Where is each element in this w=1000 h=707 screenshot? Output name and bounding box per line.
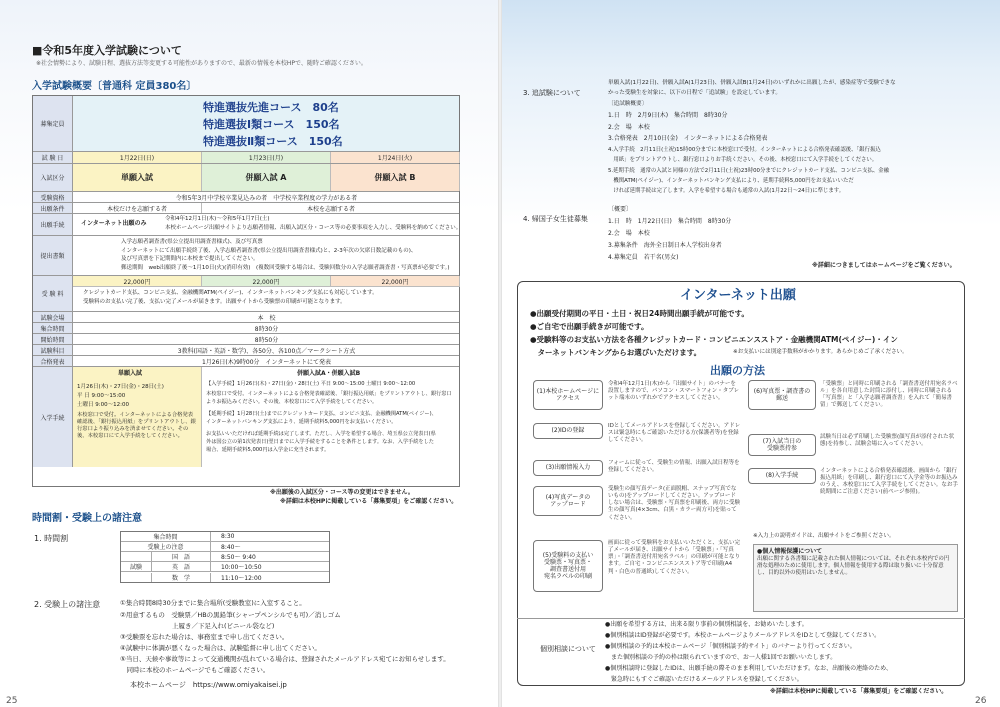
row-fee: 受 験 料 22,000円 22,000円 22,000円 クレジットカード支払、コンビニ支払、金融機関ATM(ペイジー)、インターネットバンキング支払にも対応しています。 受験料のお支払い完了後、支払い完了メールが届きます。出願サイトから受験票の印刷が可能となります。	[33, 276, 459, 312]
exam-summary-table	[32, 95, 460, 487]
timetable-row: 受験上の注意 8:40〜	[121, 542, 329, 552]
consult-line: 緊急時にもすぐご確認いただけるメールアドレスを登録してください。	[605, 676, 803, 683]
step-8-label: (8)入学手続	[748, 468, 816, 484]
step-2-label: (2)IDの登録	[533, 423, 603, 439]
row-exam-type: 入試区分 単願入試 併願入試 A 併願入試 B	[33, 164, 459, 192]
note-item: ②用意するもの 受験票／HBの黒鉛筆(シャープペンシルでも可)／消しゴム	[120, 611, 341, 619]
row-result: 合格発表 1月26日(木)9時00分 インターネットにて発表	[33, 356, 459, 367]
consult-title: 個別相談について	[540, 645, 596, 653]
sec4-note: ※詳細につきましてはホームページをご覧ください。	[812, 262, 956, 269]
step-6-desc: 「受験票」と同時に印刷される「調査書送付用宛名ラベル」を各自用意した封筒に添付し、同時に印刷される「写真票」と「入学志願者調査書」を入れて「簡易書留」で郵送してください。	[820, 381, 958, 409]
row-label: 募集定員	[33, 96, 73, 151]
note-item: 同時に本校のホームページでもご確認ください。	[120, 666, 270, 674]
table-note-1: ※出願後の入試区分・コース等の変更はできません。	[270, 489, 414, 496]
course-2: 特進選抜Ⅰ類コース 150名	[203, 118, 340, 131]
row-gather: 集合時間 8時30分	[33, 323, 459, 334]
fee-3: 22,000円	[331, 276, 460, 287]
row-procedure: 出願手続 インターネット出願のみ 令和4年12月1日(木)〜令和5年1月7日(土) 本校ホームページ出願サイトより志願者情報、出願入試区分・コース等の必要事項を入力し、受験料を納めてください。	[33, 214, 459, 236]
row-eligibility: 受験資格 令和5年3月中学校卒業見込みの者 中学校卒業程度の学力がある者	[33, 192, 459, 203]
exam-date-2: 1月23日(月)	[202, 152, 331, 163]
timetable-row: 数 学 11:10〜12:00	[121, 572, 329, 582]
row-venue: 試験会場 本 校	[33, 312, 459, 323]
step-7-label: (7)入試当日の 受験票持参	[748, 434, 816, 456]
step-5-label: (5)受験料の支払い 受験票・写真票・ 調査書送付用 宛名ラベルの印刷	[533, 540, 603, 592]
notes-label: 2. 受験上の諸注意	[34, 600, 101, 609]
table-note-2: ※詳細は本校HPに掲載している「募集要項」をご確認ください。	[280, 498, 458, 505]
step-4-label: (4)写真データの アップロード	[533, 486, 603, 516]
top-note: ※社会情勢により、試験日程、選抜方法等変更する可能性がありますので、最新の情報を本校HPで、随時ご確認ください。	[36, 60, 367, 67]
note-item: 上履き／下足入れ(ビニール袋など)	[120, 622, 275, 630]
timetable-label: 1. 時間割	[34, 534, 69, 543]
page-heading: ■令和5年度入学試験について	[32, 44, 182, 57]
net-bullet: ●出願受付期間の平日・土日・祝日24時間出願手続が可能です。	[530, 309, 749, 318]
brochure-spread: ■令和5年度入学試験について ※社会情勢により、試験日程、選抜方法等変更する可能性がありますので、最新の情報を本校HPで、随時ご確認ください。 入学試験概要〔普通科 定員380名〕 募集定員 特進選抜先進コース 80名 特進選抜Ⅰ類コース 150名 特進選抜Ⅱ類コース 150名 試 験 日 1月22日(日) 1月23日(月) 1月24日(火) 入試区分 単願入試 併願入試 A 併願入試 B 受験資格 令和5年3月中学校卒業見込みの者 中学校卒業程度の学力がある者 出願条件 本校だけを志願する者 本校を志願する者 出願手続 インターネット出願のみ 令和4年12月1日(木)〜令和5年1月7日(土) 本校ホームページ出願サイトより志願者情報、出願入試区分・コース等の必要事項を入力し、受験料を納めてください。 提出書類 入学志願者調査書(県公立提出用調査書様式)、及び写真票 インターネットにて出願手続終了後、入学志願者調査書(県公立提出用調査書様式)と、2-3年次の欠席日数記載のもの)、 及び写真票を下記期間内に本校まで提出してください。 郵送期間 web出願終了後〜1月10日(火)(消印有効) (複数回受験する場合は、受験回数分の入学志願者調査書・写真票が必要です。) 受 験 料 22,000円 22,000円 22,000円 クレジットカード支払、コンビニ支払、金融機関ATM(ペイジー)、インターネットバンキング支払にも対応しています。 受験料のお支払い完了後、支払い完了メールが届きます。出願サイトから受験票の印刷が可能となります。 試験会場 本 校 集合時間 8時30分 開始時間 8時50分 試験科目 3教科(国語・英語・数学)、各50分、各100点／マークシート方式 合格発表 1月26日(木)9時00分 インターネットにて発表 入学手続 単願入試 1月26日(木)・27日(金)・28日(土) 平 日 9:00〜15:00 土曜日 9:00〜12:00 本校窓口で受付。インターネットによる合格発表確認後、「銀行振込用紙」をプリントアウトし、銀行窓口より振り込みを済ませてください。その後、本校窓口にて入学手続をしてください。 併願入試A・併願入試B 【入学手続】1月26日(木)・27日(金)・28日(土) 平日 9:00〜15:00 土曜日 9:00〜12:00 本校窓口で受付。インターネットによる合格発表確認後、「銀行振込用紙」をプリントアウトし、銀行窓口 よりお振込みください。その後、本校窓口にて入学手続をしてください。 【延期手続】1月28日(土)までにクレジットカード支払、コンビニ支払、金融機関ATM(ペイジー)、 インターネットバンキング支払により、延期手続料5,000円をお支払いください。 お支払いいただければ延期手続は完了します。ただし、入学を希望する場合、埼玉県公立発表日(県 外は国公立の第1次発表日)翌日までに入学手続をすることを条件とします。なお、入学手続をした 場合、延期手続料5,000円は入学金に充当されます。 ※出願後の入試区分・コース等の変更はできません。 ※詳細は本校HPに掲載している「募集要項」をご確認ください。 時間割・受験上の諸注意 1. 時間割 集合時間 8:30 受験上の注意 8:40〜 国 語 8:50〜 9:40 試験 英 語 10:00〜10:50 数 学 11:10〜12:00 2. 受験上の諸注意 ①集合時間8時30分までに集合場所(受験教室)に入室すること。 ②用意するもの 受験票／HBの黒鉛筆(シャープペンシルでも可)／消しゴム 上履き／下足入れ(ビニール袋など) ③受験票を忘れた場合は、事務室まで申し出てください。 ④試験中に体調が悪くなった場合は、試験監督に申し出てください。 ⑤当日、天候や事故等によって交通機関が乱れている場合は、登録されたメールアドレス宛てにお知らせします。 同時に本校のホームページでもご確認ください。 本校ホームページ https://www.omiyakaisei.jp 25 3. 追試験について 単願入試(1月22日)、併願入試A(1月23日)、併願入試B(1月24日)のいずれかに出願したが、感染症等で受験できな かった受験生を対象に、以下の日程で「追試験」を設定しています。 〔追試験概要〕 1.日 時 2月9日(木) 集合時間 8時30分 2.会 場 本校 3.合格発表 2月10日(金) インターネットによる合格発表 4.入学手続 2月11日(土祝)15時00分までに本校窓口で受付。インターネットによる合格発表確認後、「銀行振込 用紙」をプリントアウトし、銀行窓口よりお手続ください。その後、本校窓口にて入学手続をしてください。 5.延期手続 通常の入試と同様の方法で2月11日(土祝)23時00分までにクレジットカード支払、コンビニ支払、金融 機関ATM(ペイジー)、インターネットバンキング支払により、延期手続料5,000円をお支払いいただ ければ延期手続は完了します。入学を希望する場合も通常の入試(1月22日〜24日)に準じます。 4. 帰国子女生徒募集 〔概要〕 1.日 時 1月22日(日) 集合時間 8時30分 2.会 場 本校 3.募集条件 海外全日制日本人学校出身者 4.募集定員 若干名(男女) ※詳細につきましてはホームページをご覧ください。 インターネット出願 ●出願受付期間の平日・土日・祝日24時間出願手続が可能です。 ●ご自宅で出願手続きが可能です。 ●受験料等のお支払い方法を各種クレジットカード・コンビニエンスストア・金融機関ATM(ペイジー)・イン ターネットバンキングからお選びいただけます。 ※お支払いには別途手数料がかかります。あらかじめご了承ください。 出願の方法 (1)本校ホームページに アクセス 令和4年12月1日(木)から「出願サイト」のバナーを設置しますので、パソコン・スマートフォン・タブレット端末のいずれかでアクセスしてください。 (2)IDの登録 IDとしてメールアドレスを登録してください。アドレスは緊急時にもご確認いただける方(保護者等)を登録してください。 (3)出願情報入力 フォームに従って、受験生の情報、出願入試日程等を登録してください。 (4)写真データの アップロード 受験生の顔写真データ(正面脱帽、スナップ写真でないもの)をアップロードしてください。アップロードしない場合は、受験票・写真票を印刷後、両方に受験生の顔写真(4×3cm、白黒・カラー両方可)を貼ってください。 (5)受験料の支払い 受験票・写真票・ 調査書送付用 宛名ラベルの印刷 画面に従って受験料をお支払いいただくと、支払い完了メールが届き、出願サイトから「受験票」・「写真票」・「調査書送付用宛名ラベル」の印刷が可能となります。ご自宅・コンビニエンスストア等で印刷(A4判・白色の普通紙)してください。 (6)写真票・調査書の 郵送 「受験票」と同時に印刷される「調査書送付用宛名ラベル」を各自用意した封筒に添付し、同時に印刷される「写真票」と「入学志願者調査書」を入れて「簡易書留」で郵送してください。 (7)入試当日の 受験票持参 試験当日は必ず印刷した受験票(顔写真が添付された状態)を持参し、試験会場に入ってください。 (8)入学手続 インターネットによる合格発表確認後、画面から「銀行振込用紙」を印刷し、銀行窓口にて入学金等のお振込みのうえ、本校窓口にて入学手続をしてください。なお手続期間にご注意ください(前ページ参照)。 ※入力上の説明ガイドは、出願サイトをご参照ください。 ●個人情報保護について 出願に関する各書類に記載された個人情報については、それぞれ本校内での円滑な処理のために使用します。個人情報を使用する際は取り扱いに十分留意し、目的以外の使用はいたしません。 個別相談について ●出願を希望する方は、出来る限り事前の個別相談を、お勧めいたします。 ●個別相談はID登録が必要です。本校ホームページよりメールアドレスをIDとして登録してください。 ●個別相談の予約は本校ホームページ「個別相談予約サイト」のバナーより行ってください。 また個別相談の予約の枠は限られていますので、お一人様1回でお願いいたします。 ●個別相談時に登録したIDは、出願手続の際そのまま利用していただけます。なお、出願後の連絡のため、 緊急時にもすぐご確認いただけるメールアドレスを登録してください。 ※詳細は本校HPに掲載している「募集要項」をご確認ください。 26	[0, 0, 1000, 707]
steps-note: ※入力上の説明ガイドは、出願サイトをご参照ください。	[753, 533, 895, 539]
net-title: インターネット出願	[680, 288, 796, 303]
consult-line: また個別相談の予約の枠は限られていますので、お一人様1回でお願いいたします。	[605, 654, 837, 661]
timetable	[120, 531, 330, 583]
method-title: 出願の方法	[710, 364, 765, 377]
row-start: 開始時間 8時50分	[33, 334, 459, 345]
step-4-desc: 受験生の顔写真データ(正面脱帽、スナップ写真でないもの)をアップロードしてください。アップロードしない場合は、受験票・写真票を印刷後、両方に受験生の顔写真(4×3cm、白黒・カラー両方可)を貼ってください。	[608, 486, 741, 521]
step-3-desc: フォームに従って、受験生の情報、出願入試日程等を登録してください。	[608, 460, 740, 474]
step-8-desc: インターネットによる合格発表確認後、画面から「銀行振込用紙」を印刷し、銀行窓口にて入学金等のお振込みのうえ、本校窓口にて入学手続をしてください。なお手続期間にご注意ください(前ページ参照)。	[820, 468, 958, 496]
row-documents: 提出書類 入学志願者調査書(県公立提出用調査書様式)、及び写真票 インターネットにて出願手続終了後、入学志願者調査書(県公立提出用調査書様式)と、2-3年次の欠席日数記載のもの)、 及び写真票を下記期間内に本校まで提出してください。 郵送期間 web出願終了後〜1月10日(火)(消印有効) (複数回受験する場合は、受験回数分の入学志願者調査書・写真票が必要です。)	[33, 236, 459, 276]
consult-line: ●出願を希望する方は、出来る限り事前の個別相談を、お勧めいたします。	[605, 621, 808, 628]
note-item: ①集合時間8時30分までに集合場所(受験教室)に入室すること。	[120, 599, 306, 607]
privacy-text: 出願に関する各書類に記載された個人情報については、それぞれ本校内での円滑な処理のために使用します。個人情報を使用する際は取り扱いに十分留意し、目的以外の使用はいたしません。	[757, 555, 950, 577]
step-1-desc: 令和4年12月1日(木)から「出願サイト」のバナーを設置しますので、パソコン・スマートフォン・タブレット端末のいずれかでアクセスしてください。	[608, 381, 740, 402]
consult-note: ※詳細は本校HPに掲載している「募集要項」をご確認ください。	[770, 688, 948, 695]
row-enrollment: 入学手続 単願入試 1月26日(木)・27日(金)・28日(土) 平 日 9:00〜15:00 土曜日 9:00〜12:00 本校窓口で受付。インターネットによる合格発表確認後、「銀行振込用紙」をプリントアウトし、銀行窓口より振り込みを済ませてください。その後、本校窓口にて入学手続をしてください。 併願入試A・併願入試B 【入学手続】1月26日(木)・27日(金)・28日(土) 平日 9:00〜15:00 土曜日 9:00〜12:00 本校窓口で受付。インターネットによる合格発表確認後、「銀行振込用紙」をプリントアウトし、銀行窓口 よりお振込みください。その後、本校窓口にて入学手続をしてください。 【延期手続】1月28日(土)までにクレジットカード支払、コンビニ支払、金融機関ATM(ペイジー)、 インターネットバンキング支払により、延期手続料5,000円をお支払いください。 お支払いいただければ延期手続は完了します。ただし、入学を希望する場合、埼玉県公立発表日(県 外は国公立の第1次発表日)翌日までに入学手続をすることを条件とします。なお、入学手続をした 場合、延期手続料5,000円は入学金に充当されます。	[33, 367, 459, 467]
privacy-box	[753, 544, 958, 612]
page-number-left: 25	[6, 696, 18, 706]
homepage-url: 本校ホームページ https://www.omiyakaisei.jp	[130, 681, 287, 689]
summary-title: 入学試験概要〔普通科 定員380名〕	[32, 81, 197, 92]
row-exam-date: 試 験 日 1月22日(日) 1月23日(月) 1月24日(火)	[33, 152, 459, 164]
course-3: 特進選抜Ⅱ類コース 150名	[203, 135, 343, 148]
step-7-desc: 試験当日は必ず印刷した受験票(顔写真が添付された状態)を持参し、試験会場に入ってください。	[820, 434, 955, 448]
exam-date-1: 1月22日(日)	[73, 152, 202, 163]
schedule-title: 時間割・受験上の諸注意	[32, 513, 142, 524]
consult-line: ●個別相談の予約は本校ホームページ「個別相談予約サイト」のバナーより行ってください。	[605, 643, 856, 650]
timetable-row: 集合時間 8:30	[121, 532, 329, 542]
note-item: ③受験票を忘れた場合は、事務室まで申し出てください。	[120, 633, 289, 641]
sec3-title: 3. 追試験について	[523, 89, 581, 97]
step-3-label: (3)出願情報入力	[533, 460, 603, 476]
row-condition: 出願条件 本校だけを志願する者 本校を志願する者	[33, 203, 459, 214]
course-1: 特進選抜先進コース 80名	[203, 101, 339, 114]
exam-type-3: 併願入試 B	[331, 164, 460, 191]
exam-date-3: 1月24日(火)	[331, 152, 460, 163]
privacy-title: ●個人情報保護について	[757, 548, 823, 555]
net-bullet: ●受験料等のお支払い方法を各種クレジットカード・コンビニエンスストア・金融機関ATM(ペイジー)・イン	[530, 335, 898, 344]
exam-type-2: 併願入試 A	[202, 164, 331, 191]
timetable-row: 試験 英 語 10:00〜10:50	[121, 562, 329, 572]
enroll-single: 単願入試 1月26日(木)・27日(金)・28日(土) 平 日 9:00〜15:00 土曜日 9:00〜12:00 本校窓口で受付。インターネットによる合格発表確認後、「銀行振込用紙」をプリントアウトし、銀行窓口より振り込みを済ませてください。その後、本校窓口にて入学手続をしてください。	[73, 367, 202, 467]
page-number-right: 26	[975, 696, 987, 706]
fee-2: 22,000円	[202, 276, 331, 287]
net-bullet-note: ※お支払いには別途手数料がかかります。あらかじめご了承ください。	[733, 349, 908, 355]
step-1-label: (1)本校ホームページに アクセス	[533, 380, 603, 410]
fee-1: 22,000円	[73, 276, 202, 287]
row-capacity	[33, 96, 459, 152]
note-item: ⑤当日、天候や事故等によって交通機関が乱れている場合は、登録されたメールアドレス宛てにお知らせします。	[120, 655, 450, 663]
exam-type-1: 単願入試	[73, 164, 202, 191]
step-6-label: (6)写真票・調査書の 郵送	[748, 380, 816, 410]
consult-line: ●個別相談時に登録したIDは、出願手続の際そのまま利用していただけます。なお、出願後の連絡のため、	[605, 665, 892, 672]
row-subjects: 試験科目 3教科(国語・英語・数学)、各50分、各100点／マークシート方式	[33, 345, 459, 356]
step-2-desc: IDとしてメールアドレスを登録してください。アドレスは緊急時にもご確認いただける方(保護者等)を登録してください。	[608, 423, 741, 444]
consult-line: ●個別相談はID登録が必要です。本校ホームページよりメールアドレスをIDとして登録してください。	[605, 632, 881, 639]
sec4-title: 4. 帰国子女生徒募集	[523, 215, 588, 223]
note-item: ④試験中に体調が悪くなった場合は、試験監督に申し出てください。	[120, 644, 321, 652]
net-bullet: ●ご自宅で出願手続きが可能です。	[530, 322, 649, 331]
timetable-row: 国 語 8:50〜 9:40	[121, 552, 329, 562]
net-bullet: ターネットバンキングからお選びいただけます。	[530, 348, 702, 357]
enroll-combined: 併願入試A・併願入試B 【入学手続】1月26日(木)・27日(金)・28日(土) 平日 9:00〜15:00 土曜日 9:00〜12:00 本校窓口で受付。インターネットによる合格発表確認後、「銀行振込用紙」をプリントアウトし、銀行窓口 よりお振込みください。その後、本校窓口にて入学手続をしてください。 【延期手続】1月28日(土)までにクレジットカード支払、コンビニ支払、金融機関ATM(ペイジー)、 インターネットバンキング支払により、延期手続料5,000円をお支払いください。 お支払いいただければ延期手続は完了します。ただし、入学を希望する場合、埼玉県公立発表日(県 外は国公立の第1次発表日)翌日までに入学手続をすることを条件とします。なお、入学手続をした 場合、延期手続料5,000円は入学金に充当されます。	[206, 370, 452, 453]
step-5-desc: 画面に従って受験料をお支払いいただくと、支払い完了メールが届き、出願サイトから「受験票」・「写真票」・「調査書送付用宛名ラベル」の印刷が可能となります。ご自宅・コンビニエンスストア等で印刷(A4判・白色の普通紙)してください。	[608, 540, 741, 575]
